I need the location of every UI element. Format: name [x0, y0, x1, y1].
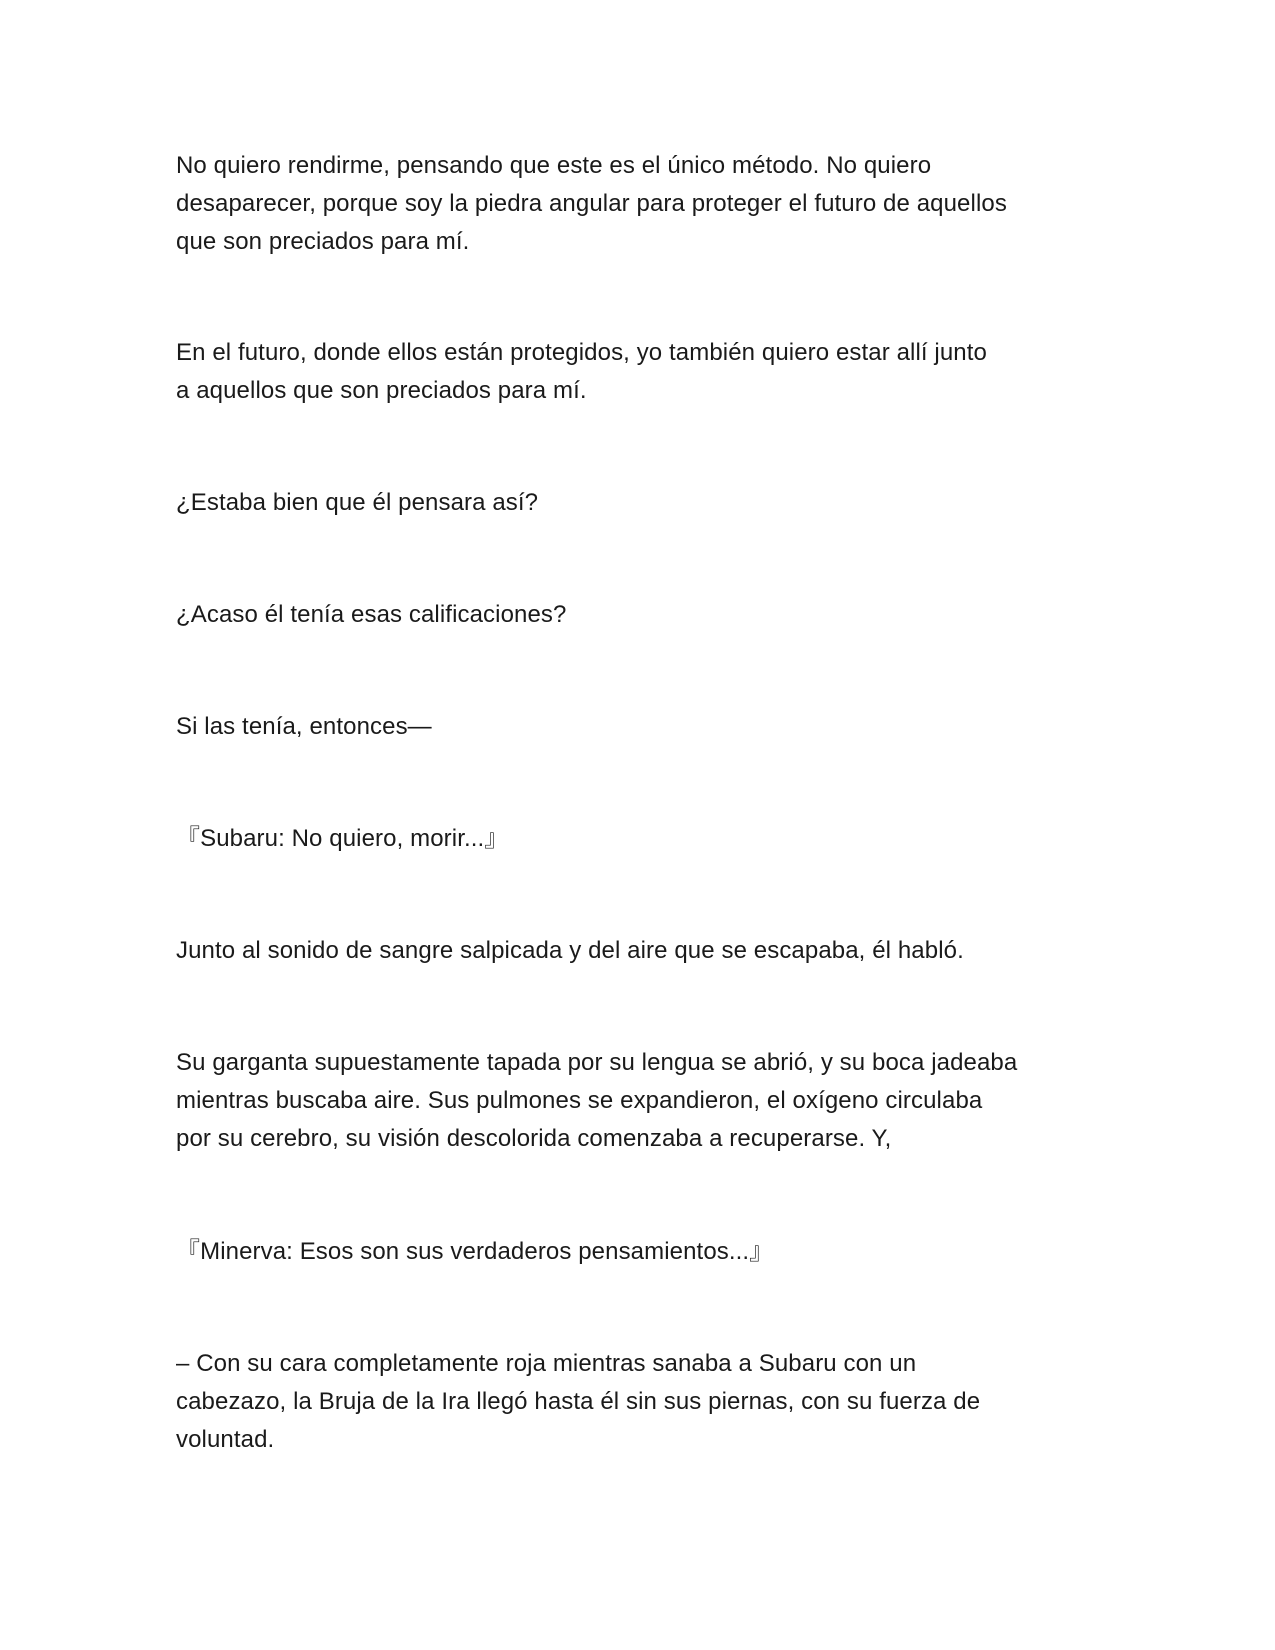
paragraph-8: [176, 1044, 1106, 1158]
dialogue-minerva: [176, 1233, 1106, 1271]
paragraph-line: En el futuro, donde ellos están protegidos, yo también quiero estar allí junto: [176, 339, 987, 366]
paragraph-4: [176, 596, 1106, 634]
paragraph-line: a aquellos que son preciados para mí.: [176, 377, 587, 404]
paragraph-5: [176, 708, 1106, 746]
paragraph-10: [176, 1345, 1106, 1459]
paragraph-line: Si las tenía, entonces—: [176, 713, 432, 740]
paragraph-line: – Con su cara completamente roja mientras sanaba a Subaru con un: [176, 1350, 917, 1377]
paragraph-line: cabezazo, la Bruja de la Ira llegó hasta él sin sus piernas, con su fuerza de: [176, 1388, 981, 1415]
paragraph-line: Su garganta supuestamente tapada por su lengua se abrió, y su boca jadeaba: [176, 1049, 1018, 1076]
paragraph-line: desaparecer, porque soy la piedra angular para proteger el futuro de aquellos: [176, 190, 1007, 217]
paragraph-1: [176, 147, 1106, 261]
paragraph-line: ¿Acaso él tenía esas calificaciones?: [176, 601, 567, 628]
paragraph-3: [176, 484, 1106, 522]
paragraph-line: ¿Estaba bien que él pensara así?: [176, 489, 539, 516]
paragraph-7: [176, 932, 1106, 970]
dialogue-line: 『Minerva: Esos son sus verdaderos pensamientos...』: [176, 1238, 774, 1265]
paragraph-line: que son preciados para mí.: [176, 228, 470, 255]
dialogue-subaru: [176, 820, 1106, 858]
paragraph-2: [176, 334, 1106, 410]
paragraph-line: Junto al sonido de sangre salpicada y del aire que se escapaba, él habló.: [176, 937, 964, 964]
paragraph-line: No quiero rendirme, pensando que este es el único método. No quiero: [176, 152, 932, 179]
dialogue-line: 『Subaru: No quiero, morir...』: [176, 825, 509, 852]
paragraph-line: mientras buscaba aire. Sus pulmones se expandieron, el oxígeno circulaba: [176, 1087, 983, 1114]
paragraph-line: voluntad.: [176, 1426, 275, 1453]
paragraph-line: por su cerebro, su visión descolorida comenzaba a recuperarse. Y,: [176, 1125, 892, 1152]
